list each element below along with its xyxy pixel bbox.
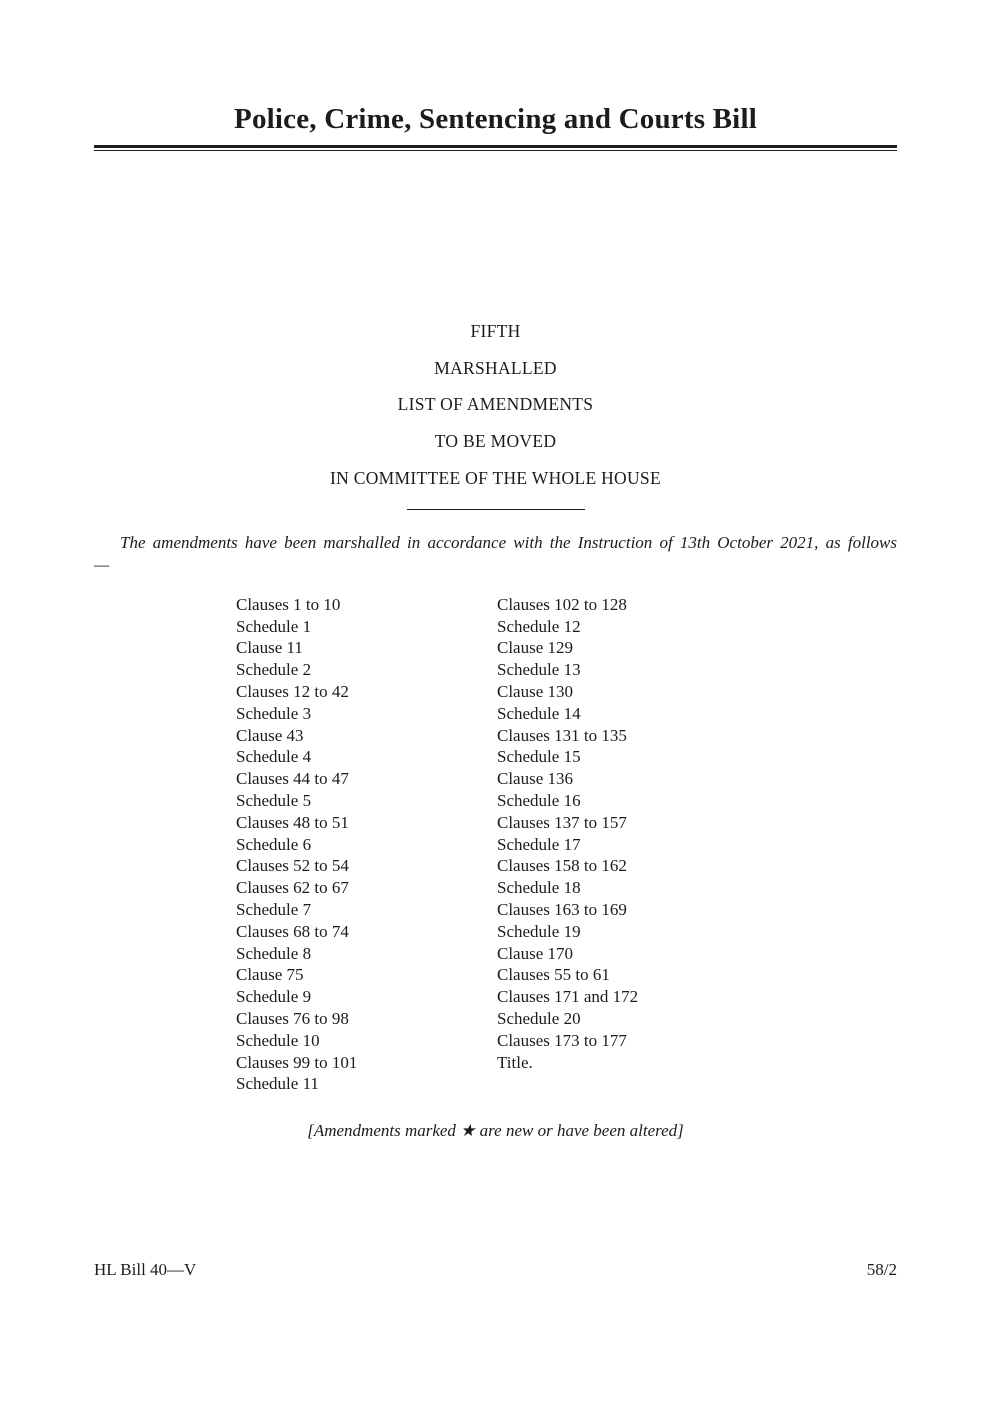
marshalling-right-column [497, 594, 897, 1095]
list-item: Schedule 18 [497, 878, 581, 898]
list-item: Schedule 6 [236, 834, 312, 854]
list-item: Schedule 19 [497, 921, 581, 941]
list-item: Schedule 16 [497, 790, 581, 810]
list-item: Schedule 20 [497, 1008, 581, 1028]
list-item: Clause 11 [236, 638, 303, 658]
list-item: Schedule 13 [497, 660, 581, 680]
document-title: Police, Crime, Sentencing and Courts Bill [234, 103, 757, 135]
list-item: Clause 129 [497, 638, 574, 658]
list-item: Clauses 52 to 54 [236, 856, 349, 876]
list-item: Schedule 2 [236, 660, 312, 680]
list-item: Clauses 48 to 51 [236, 812, 349, 832]
heading-line: MARSHALLED [434, 357, 557, 378]
list-item: Schedule 15 [497, 747, 581, 767]
footer-bill-number: HL Bill 40—V [94, 1260, 197, 1279]
heading-line: TO BE MOVED [434, 431, 557, 452]
list-item: Clauses 99 to 101 [236, 1052, 358, 1072]
list-item: Clauses 137 to 157 [497, 812, 627, 832]
list-item: Clauses 163 to 169 [497, 899, 627, 919]
list-item: Clauses 68 to 74 [236, 921, 349, 941]
list-item: Schedule 5 [236, 790, 312, 810]
list-item: Clauses 158 to 162 [497, 856, 627, 876]
list-item: Clause 136 [497, 769, 574, 789]
list-item: Schedule 3 [236, 703, 312, 723]
list-item: Schedule 10 [236, 1030, 320, 1050]
list-item: Clause 170 [497, 943, 574, 963]
list-item: Clauses 12 to 42 [236, 681, 349, 701]
list-item: Clauses 171 and 172 [497, 987, 639, 1007]
heading-line: FIFTH [470, 320, 521, 341]
list-item: Schedule 9 [236, 987, 312, 1007]
list-item: Title. [497, 1052, 533, 1072]
list-item: Schedule 17 [497, 834, 581, 854]
intro-paragraph: The amendments have been marshalled in accordance with the Instruction of 13th October 2021, as follows— [94, 532, 897, 575]
list-item: Clauses 173 to 177 [497, 1030, 627, 1050]
list-item: Schedule 7 [236, 899, 312, 919]
list-item: Clauses 1 to 10 [236, 594, 341, 614]
list-item: Clauses 102 to 128 [497, 594, 627, 614]
list-item: Schedule 11 [236, 1074, 319, 1094]
list-item: Clauses 62 to 67 [236, 878, 349, 898]
list-item: Schedule 12 [497, 616, 581, 636]
heading-line: LIST OF AMENDMENTS [397, 394, 594, 415]
marshalling-left-column [236, 594, 497, 1095]
list-item: Clause 75 [236, 965, 304, 985]
list-item: Clauses 131 to 135 [497, 725, 627, 745]
footer-page-number: 58/2 [866, 1260, 897, 1279]
list-item: Schedule 1 [236, 616, 312, 636]
list-item: Clauses 44 to 47 [236, 769, 349, 789]
heading-line: IN COMMITTEE OF THE WHOLE HOUSE [330, 467, 661, 488]
heading-block [94, 313, 897, 497]
list-item: Schedule 4 [236, 747, 312, 767]
amendments-note: [Amendments marked ★ are new or have been altered] [307, 1121, 684, 1141]
separator-rule [407, 509, 585, 510]
list-item: Clauses 55 to 61 [497, 965, 610, 985]
marshalling-columns [94, 594, 897, 1095]
list-item: Schedule 8 [236, 943, 312, 963]
list-item: Clause 43 [236, 725, 304, 745]
title-double-rule [94, 145, 897, 151]
list-item: Schedule 14 [497, 703, 581, 723]
list-item: Clauses 76 to 98 [236, 1008, 349, 1028]
page-footer [94, 1260, 897, 1280]
list-item: Clause 130 [497, 681, 574, 701]
